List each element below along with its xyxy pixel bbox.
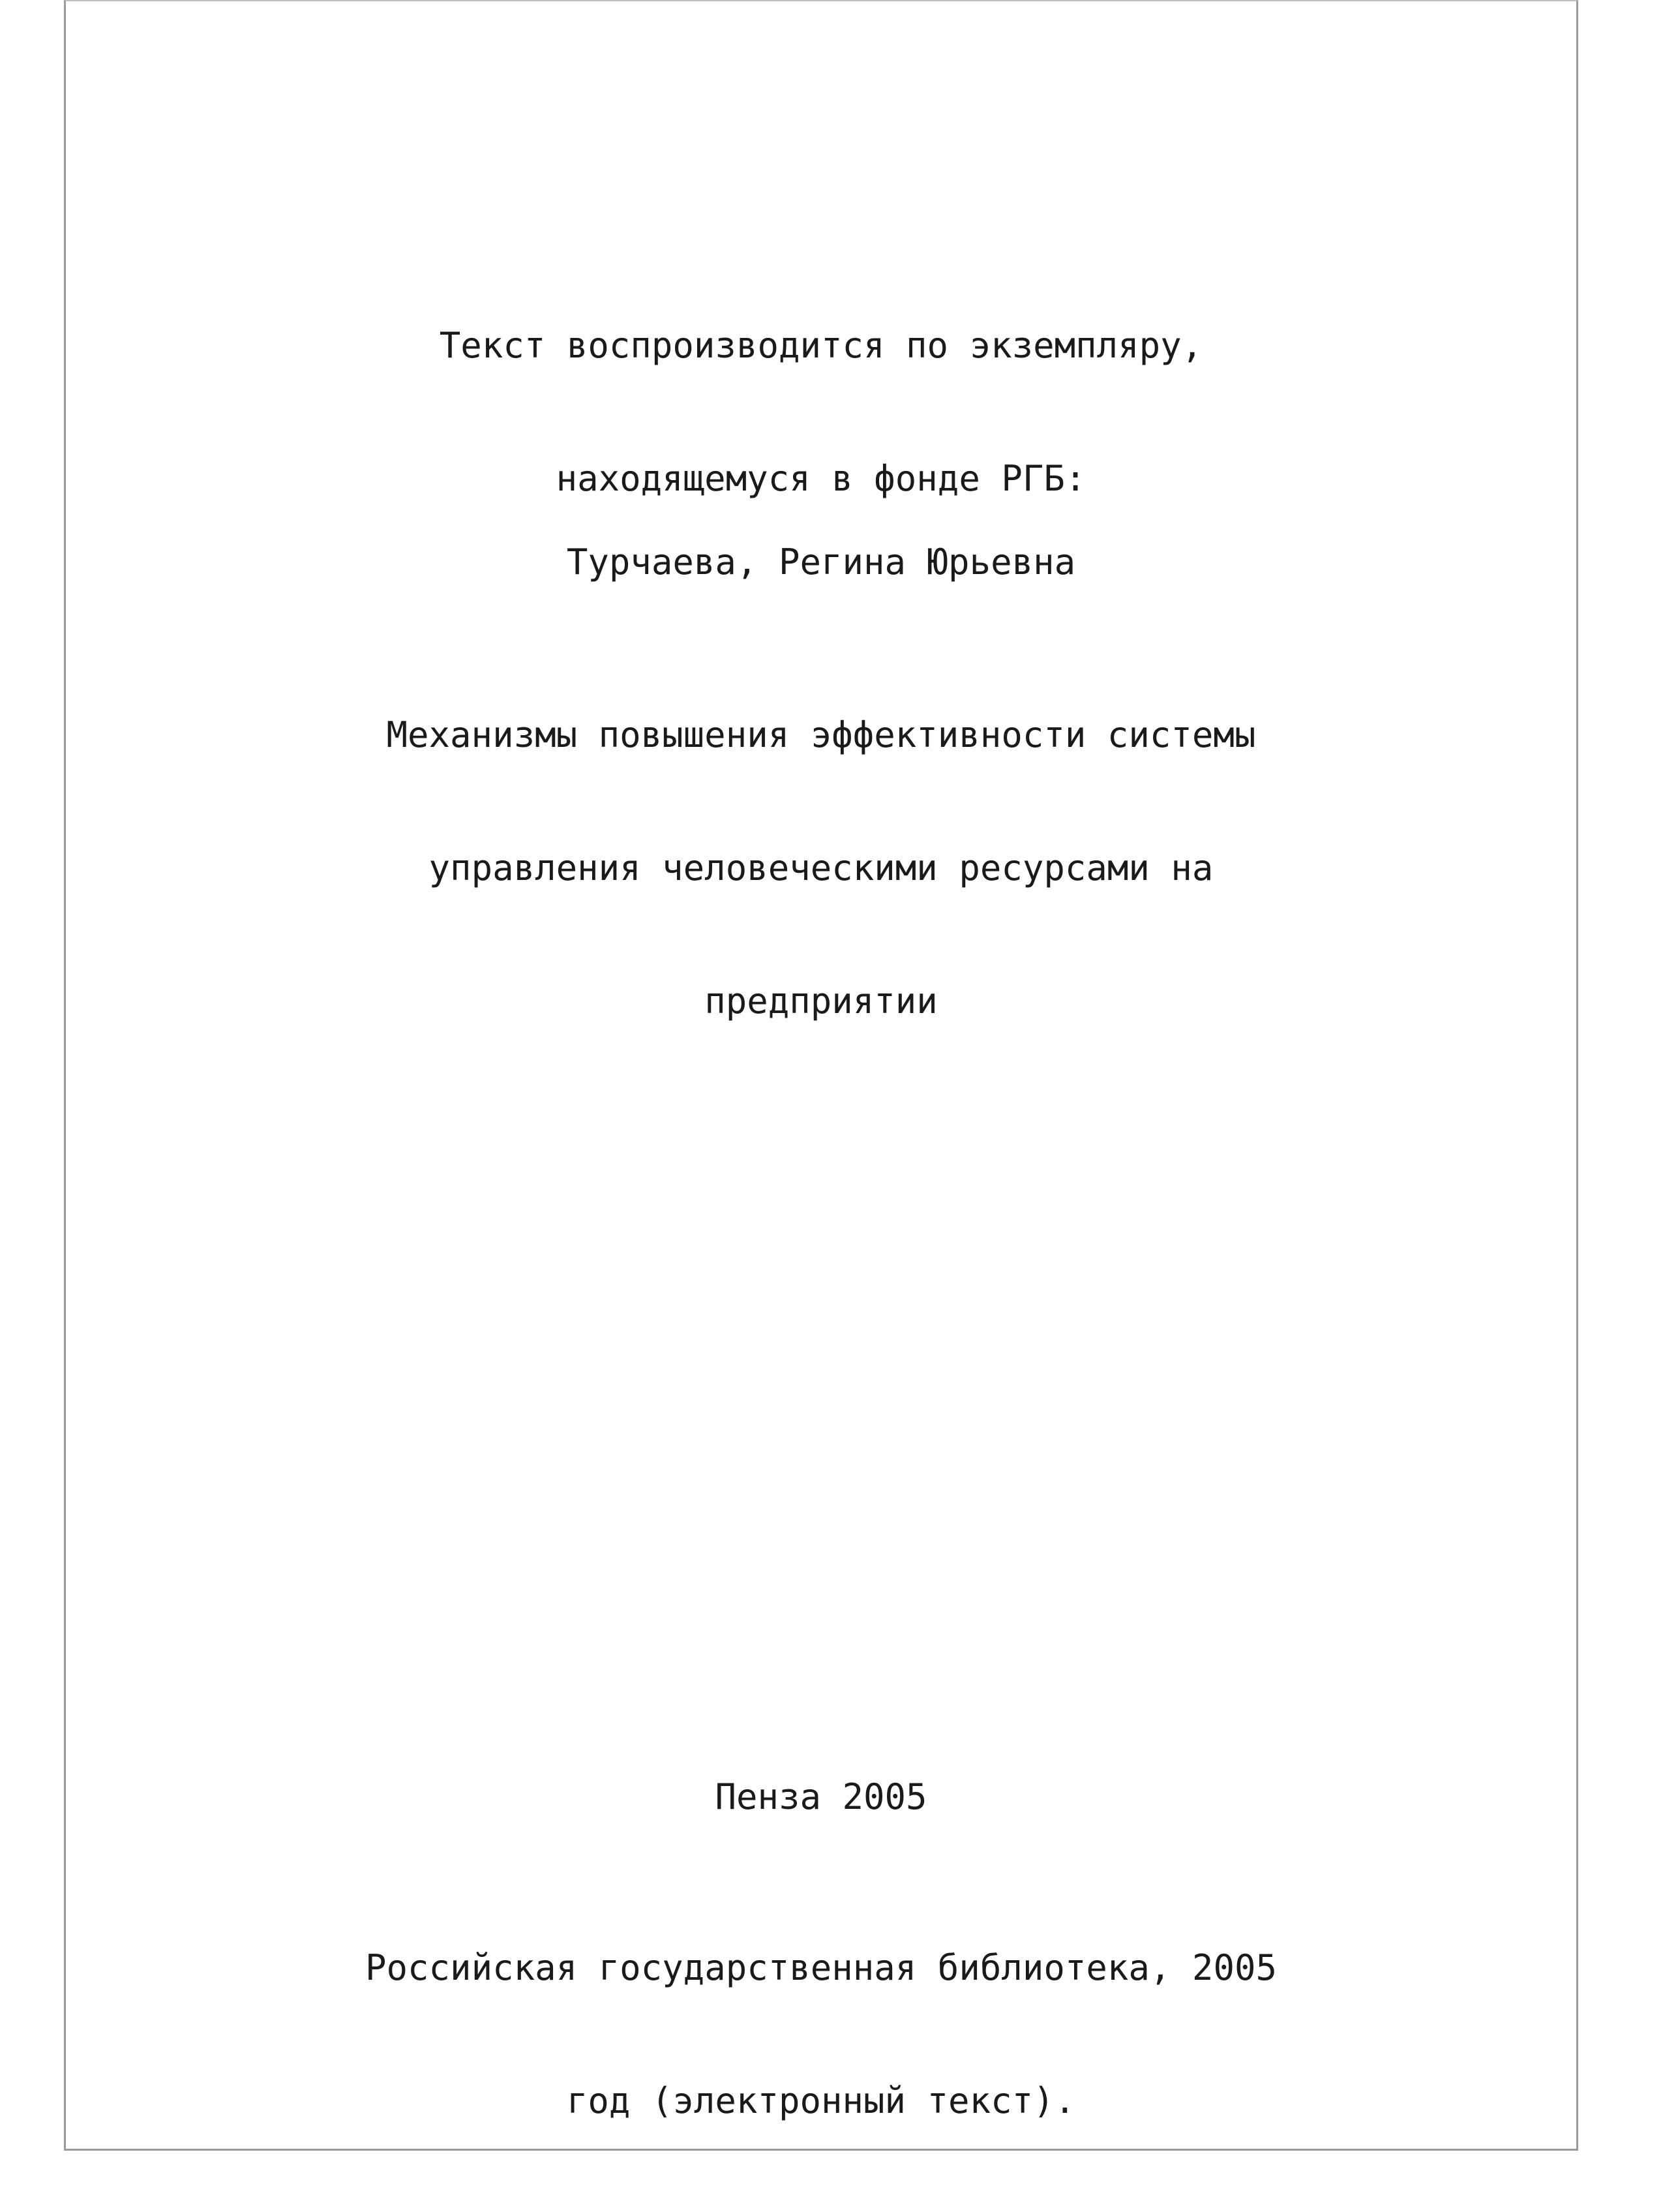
document-title [66, 624, 1576, 1112]
source-notice-line-1: Текст воспроизводится по экземпляру, [439, 325, 1203, 366]
document-title-line-1: Механизмы повышения эффективности системы [386, 714, 1256, 755]
document-page [64, 0, 1578, 2151]
library-footer-line-2: год (электронный текст). [566, 2080, 1076, 2121]
library-footer-line-1: Российская государственная библиотека, 2005 [365, 1947, 1277, 1988]
document-title-line-3: предприятии [704, 980, 938, 1022]
document-title-line-2: управления человеческими ресурсами на [428, 847, 1214, 888]
place-and-year-text: Пенза 2005 [715, 1776, 927, 1817]
author-name-text: Турчаева, Регина Юрьевна [566, 541, 1076, 583]
library-footer [66, 1857, 1576, 2212]
source-notice-line-2: находящемуся в фонде РГБ: [556, 458, 1086, 499]
